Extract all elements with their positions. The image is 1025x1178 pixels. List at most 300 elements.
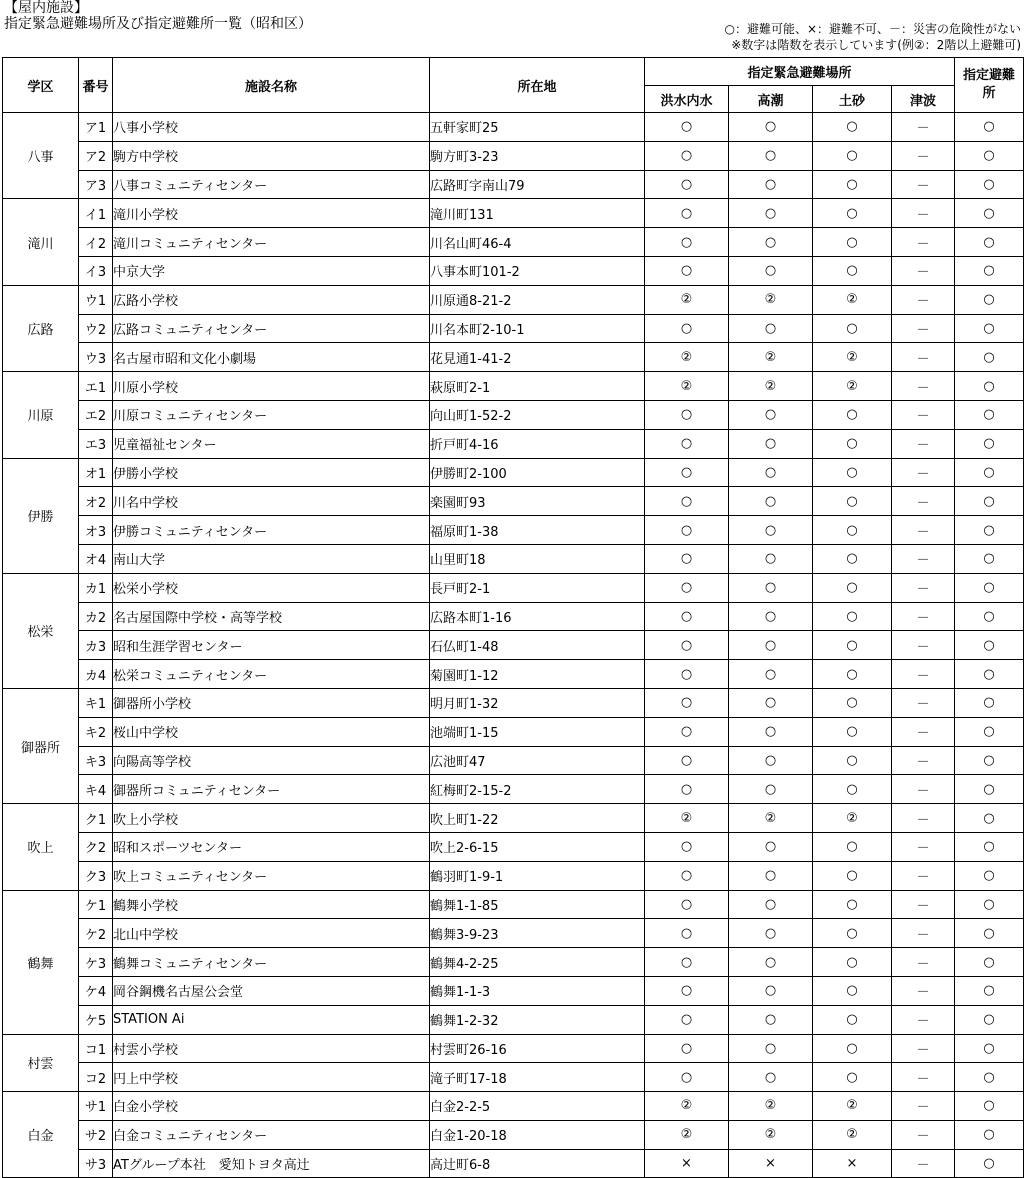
facility-address: 花見通1-41-2 <box>430 343 645 372</box>
shelter-table <box>2 57 1024 1178</box>
table-row <box>3 976 1024 1005</box>
district-cell: 広路 <box>3 285 79 371</box>
mark-tsunami: － <box>892 746 955 775</box>
district-cell: 八事 <box>3 113 79 199</box>
table-row <box>3 544 1024 573</box>
mark-flood: ○ <box>645 919 729 948</box>
facility-name: ATグループ本社 愛知トヨタ高辻 <box>113 1149 430 1178</box>
facility-name: 川原コミュニティセンター <box>113 400 430 429</box>
facility-name: 伊勝コミュニティセンター <box>113 516 430 545</box>
facility-name: 松栄小学校 <box>113 573 430 602</box>
table-row <box>3 832 1024 861</box>
facility-number: エ2 <box>79 400 113 429</box>
facility-address: 五軒家町25 <box>430 113 645 142</box>
facility-number: ケ1 <box>79 890 113 919</box>
facility-name: 鶴舞小学校 <box>113 890 430 919</box>
mark-tsunami: － <box>892 285 955 314</box>
mark-shelter: ○ <box>955 602 1024 631</box>
mark-storm-surge: ○ <box>729 170 813 199</box>
table-row <box>3 487 1024 516</box>
mark-flood: × <box>645 1149 729 1178</box>
mark-flood: ○ <box>645 602 729 631</box>
mark-flood: ○ <box>645 1005 729 1034</box>
mark-tsunami: － <box>892 948 955 977</box>
mark-landslide: ○ <box>813 861 892 890</box>
mark-tsunami: － <box>892 343 955 372</box>
mark-landslide: ○ <box>813 199 892 228</box>
mark-flood: ○ <box>645 314 729 343</box>
mark-tsunami: － <box>892 400 955 429</box>
table-row <box>3 631 1024 660</box>
facility-address: 楽園町93 <box>430 487 645 516</box>
mark-storm-surge: ② <box>729 285 813 314</box>
facility-address: 萩原町2-1 <box>430 372 645 401</box>
facility-number: キ4 <box>79 775 113 804</box>
mark-tsunami: － <box>892 256 955 285</box>
facility-number: ウ2 <box>79 314 113 343</box>
mark-flood: ○ <box>645 458 729 487</box>
mark-storm-surge: ○ <box>729 573 813 602</box>
facility-name: 吹上コミュニティセンター <box>113 861 430 890</box>
mark-flood: ○ <box>645 170 729 199</box>
table-row <box>3 141 1024 170</box>
facility-name: 名古屋国際中学校・高等学校 <box>113 602 430 631</box>
mark-storm-surge: ○ <box>729 1034 813 1063</box>
mark-storm-surge: ② <box>729 1092 813 1121</box>
facility-name: 岡谷鋼機名古屋公会堂 <box>113 976 430 1005</box>
table-row <box>3 1149 1024 1178</box>
mark-flood: ○ <box>645 141 729 170</box>
facility-name: 鶴舞コミュニティセンター <box>113 948 430 977</box>
facility-name: 御器所コミュニティセンター <box>113 775 430 804</box>
table-body <box>3 113 1024 1178</box>
mark-storm-surge: ○ <box>729 602 813 631</box>
table-row <box>3 170 1024 199</box>
mark-tsunami: － <box>892 199 955 228</box>
facility-name: 中京大学 <box>113 256 430 285</box>
facility-number: オ1 <box>79 458 113 487</box>
table-row <box>3 804 1024 833</box>
mark-storm-surge: ○ <box>729 199 813 228</box>
facility-address: 吹上町1-22 <box>430 804 645 833</box>
header-address: 所在地 <box>430 58 645 113</box>
mark-tsunami: － <box>892 170 955 199</box>
section-label: 【屋内施設】 <box>4 0 88 16</box>
facility-number: サ2 <box>79 1120 113 1149</box>
mark-flood: ○ <box>645 660 729 689</box>
facility-number: オ3 <box>79 516 113 545</box>
facility-address: 広路本町1-16 <box>430 602 645 631</box>
mark-landslide: ○ <box>813 602 892 631</box>
mark-shelter: ○ <box>955 1120 1024 1149</box>
mark-storm-surge: ② <box>729 343 813 372</box>
mark-shelter: ○ <box>955 170 1024 199</box>
mark-shelter: ○ <box>955 516 1024 545</box>
mark-shelter: ○ <box>955 343 1024 372</box>
district-cell: 御器所 <box>3 688 79 803</box>
mark-storm-surge: ○ <box>729 516 813 545</box>
mark-landslide: ○ <box>813 170 892 199</box>
mark-shelter: ○ <box>955 890 1024 919</box>
header-district: 学区 <box>3 58 79 113</box>
district-cell: 川原 <box>3 372 79 458</box>
facility-address: 鶴舞1-1-3 <box>430 976 645 1005</box>
mark-storm-surge: ② <box>729 372 813 401</box>
mark-flood: ○ <box>645 487 729 516</box>
mark-storm-surge: ○ <box>729 631 813 660</box>
table-row <box>3 775 1024 804</box>
mark-tsunami: － <box>892 372 955 401</box>
district-cell: 伊勝 <box>3 458 79 573</box>
mark-flood: ○ <box>645 228 729 257</box>
table-row <box>3 1092 1024 1121</box>
facility-name: 滝川小学校 <box>113 199 430 228</box>
facility-address: 折戸町4-16 <box>430 429 645 458</box>
mark-landslide: ② <box>813 1120 892 1149</box>
mark-flood: ○ <box>645 544 729 573</box>
mark-flood: ○ <box>645 631 729 660</box>
facility-name: 円上中学校 <box>113 1063 430 1092</box>
header-number: 番号 <box>79 58 113 113</box>
mark-shelter: ○ <box>955 1063 1024 1092</box>
mark-tsunami: － <box>892 1034 955 1063</box>
facility-name: 白金小学校 <box>113 1092 430 1121</box>
facility-address: 明月町1-32 <box>430 688 645 717</box>
facility-address: 山里町18 <box>430 544 645 573</box>
facility-address: 広路町字南山79 <box>430 170 645 199</box>
mark-storm-surge: ○ <box>729 228 813 257</box>
facility-name: 八事小学校 <box>113 113 430 142</box>
mark-landslide: ○ <box>813 113 892 142</box>
document-header <box>0 0 1025 57</box>
mark-landslide: ○ <box>813 660 892 689</box>
table-row <box>3 314 1024 343</box>
mark-tsunami: － <box>892 1120 955 1149</box>
facility-number: カ3 <box>79 631 113 660</box>
facility-address: 滝川町131 <box>430 199 645 228</box>
district-cell: 村雲 <box>3 1034 79 1092</box>
legend-note: ※数字は階数を表示しています(例②：2階以上避難可) <box>731 38 1021 52</box>
mark-storm-surge: ○ <box>729 487 813 516</box>
table-row <box>3 343 1024 372</box>
facility-address: 鶴舞1-2-32 <box>430 1005 645 1034</box>
facility-number: ク1 <box>79 804 113 833</box>
header-shelter-label: 指定避難所 <box>963 68 1016 101</box>
mark-flood: ② <box>645 1092 729 1121</box>
facility-number: ケ3 <box>79 948 113 977</box>
mark-shelter: ○ <box>955 717 1024 746</box>
mark-landslide: ○ <box>813 1034 892 1063</box>
mark-shelter: ○ <box>955 1034 1024 1063</box>
mark-tsunami: － <box>892 314 955 343</box>
mark-tsunami: － <box>892 544 955 573</box>
facility-name: 児童福祉センター <box>113 429 430 458</box>
mark-shelter: ○ <box>955 314 1024 343</box>
facility-address: 福原町1-38 <box>430 516 645 545</box>
mark-flood: ○ <box>645 1063 729 1092</box>
facility-name: 川名中学校 <box>113 487 430 516</box>
facility-number: ア2 <box>79 141 113 170</box>
mark-landslide: ② <box>813 343 892 372</box>
mark-flood: ② <box>645 343 729 372</box>
facility-number: カ1 <box>79 573 113 602</box>
mark-tsunami: － <box>892 1063 955 1092</box>
mark-shelter: ○ <box>955 199 1024 228</box>
facility-number: ア3 <box>79 170 113 199</box>
mark-tsunami: － <box>892 804 955 833</box>
mark-landslide: ○ <box>813 516 892 545</box>
facility-address: 川名本町2-10-1 <box>430 314 645 343</box>
header-emergency-group: 指定緊急避難場所 <box>645 58 955 86</box>
mark-tsunami: － <box>892 775 955 804</box>
facility-address: 川名山町46-4 <box>430 228 645 257</box>
mark-landslide: × <box>813 1149 892 1178</box>
mark-storm-surge: ○ <box>729 429 813 458</box>
facility-address: 吹上2-6-15 <box>430 832 645 861</box>
mark-storm-surge: ○ <box>729 1063 813 1092</box>
facility-name: 伊勝小学校 <box>113 458 430 487</box>
mark-flood: ○ <box>645 429 729 458</box>
facility-name: STATION Ai <box>113 1005 430 1034</box>
facility-number: ウ1 <box>79 285 113 314</box>
facility-number: オ2 <box>79 487 113 516</box>
legend-text: ○：避難可能、×：避難不可、－：災害の危険性がない <box>724 22 1021 36</box>
mark-landslide: ② <box>813 285 892 314</box>
mark-landslide: ○ <box>813 832 892 861</box>
table-row <box>3 1034 1024 1063</box>
table-row <box>3 602 1024 631</box>
mark-flood: ○ <box>645 832 729 861</box>
header-storm-surge: 高潮 <box>729 86 813 113</box>
table-row <box>3 256 1024 285</box>
facility-address: 川原通8-21-2 <box>430 285 645 314</box>
facility-address: 紅梅町2-15-2 <box>430 775 645 804</box>
mark-landslide: ○ <box>813 631 892 660</box>
table-row <box>3 688 1024 717</box>
mark-flood: ② <box>645 372 729 401</box>
mark-shelter: ○ <box>955 660 1024 689</box>
mark-flood: ○ <box>645 688 729 717</box>
facility-name: 広路小学校 <box>113 285 430 314</box>
mark-storm-surge: ○ <box>729 948 813 977</box>
mark-landslide: ② <box>813 804 892 833</box>
facility-address: 長戸町2-1 <box>430 573 645 602</box>
facility-name: 白金コミュニティセンター <box>113 1120 430 1149</box>
mark-landslide: ○ <box>813 1063 892 1092</box>
mark-storm-surge: ○ <box>729 458 813 487</box>
facility-address: 白金1-20-18 <box>430 1120 645 1149</box>
facility-address: 村雲町26-16 <box>430 1034 645 1063</box>
table-row <box>3 717 1024 746</box>
mark-storm-surge: ○ <box>729 919 813 948</box>
mark-tsunami: － <box>892 228 955 257</box>
facility-number: ウ3 <box>79 343 113 372</box>
mark-shelter: ○ <box>955 544 1024 573</box>
mark-flood: ○ <box>645 861 729 890</box>
mark-tsunami: － <box>892 113 955 142</box>
mark-storm-surge: ○ <box>729 976 813 1005</box>
facility-number: コ2 <box>79 1063 113 1092</box>
mark-flood: ○ <box>645 400 729 429</box>
mark-shelter: ○ <box>955 256 1024 285</box>
facility-address: 向山町1-52-2 <box>430 400 645 429</box>
facility-address: 鶴舞1-1-85 <box>430 890 645 919</box>
mark-storm-surge: ○ <box>729 861 813 890</box>
mark-storm-surge: ○ <box>729 400 813 429</box>
mark-shelter: ○ <box>955 804 1024 833</box>
mark-shelter: ○ <box>955 1092 1024 1121</box>
mark-landslide: ○ <box>813 141 892 170</box>
mark-storm-surge: ○ <box>729 141 813 170</box>
mark-landslide: ○ <box>813 775 892 804</box>
mark-tsunami: － <box>892 976 955 1005</box>
mark-storm-surge: ○ <box>729 660 813 689</box>
mark-tsunami: － <box>892 1149 955 1178</box>
facility-number: ク3 <box>79 861 113 890</box>
mark-storm-surge: ○ <box>729 775 813 804</box>
mark-tsunami: － <box>892 141 955 170</box>
facility-number: オ4 <box>79 544 113 573</box>
table-row <box>3 1120 1024 1149</box>
table-row <box>3 573 1024 602</box>
mark-landslide: ○ <box>813 544 892 573</box>
mark-landslide: ○ <box>813 256 892 285</box>
mark-landslide: ② <box>813 372 892 401</box>
mark-tsunami: － <box>892 861 955 890</box>
facility-address: 菊園町1-12 <box>430 660 645 689</box>
mark-landslide: ○ <box>813 976 892 1005</box>
mark-landslide: ○ <box>813 487 892 516</box>
mark-landslide: ○ <box>813 919 892 948</box>
mark-storm-surge: ② <box>729 1120 813 1149</box>
facility-address: 滝子町17-18 <box>430 1063 645 1092</box>
mark-tsunami: － <box>892 458 955 487</box>
facility-name: 村雲小学校 <box>113 1034 430 1063</box>
facility-number: コ1 <box>79 1034 113 1063</box>
header-shelter <box>955 58 1024 113</box>
mark-landslide: ○ <box>813 948 892 977</box>
mark-storm-surge: ○ <box>729 314 813 343</box>
facility-address: 白金2-2-5 <box>430 1092 645 1121</box>
mark-shelter: ○ <box>955 113 1024 142</box>
facility-address: 伊勝町2-100 <box>430 458 645 487</box>
mark-tsunami: － <box>892 631 955 660</box>
mark-tsunami: － <box>892 688 955 717</box>
mark-tsunami: － <box>892 573 955 602</box>
facility-address: 八事本町101-2 <box>430 256 645 285</box>
mark-landslide: ○ <box>813 688 892 717</box>
mark-tsunami: － <box>892 717 955 746</box>
mark-flood: ○ <box>645 113 729 142</box>
header-facility-name: 施設名称 <box>113 58 430 113</box>
mark-flood: ○ <box>645 1034 729 1063</box>
facility-name: 松栄コミュニティセンター <box>113 660 430 689</box>
table-row <box>3 113 1024 142</box>
mark-tsunami: － <box>892 516 955 545</box>
mark-shelter: ○ <box>955 141 1024 170</box>
table-row <box>3 429 1024 458</box>
facility-name: 名古屋市昭和文化小劇場 <box>113 343 430 372</box>
mark-tsunami: － <box>892 1092 955 1121</box>
facility-name: 吹上小学校 <box>113 804 430 833</box>
mark-landslide: ○ <box>813 400 892 429</box>
mark-flood: ○ <box>645 717 729 746</box>
mark-shelter: ○ <box>955 458 1024 487</box>
table-row <box>3 861 1024 890</box>
mark-storm-surge: ○ <box>729 890 813 919</box>
table-row <box>3 1005 1024 1034</box>
facility-name: 南山大学 <box>113 544 430 573</box>
table-row <box>3 516 1024 545</box>
mark-shelter: ○ <box>955 746 1024 775</box>
table-row <box>3 400 1024 429</box>
mark-shelter: ○ <box>955 688 1024 717</box>
mark-flood: ○ <box>645 516 729 545</box>
mark-shelter: ○ <box>955 775 1024 804</box>
mark-flood: ○ <box>645 890 729 919</box>
facility-number: イ1 <box>79 199 113 228</box>
facility-name: 広路コミュニティセンター <box>113 314 430 343</box>
district-cell: 松栄 <box>3 573 79 688</box>
facility-address: 鶴羽町1-9-1 <box>430 861 645 890</box>
facility-address: 鶴舞4-2-25 <box>430 948 645 977</box>
mark-landslide: ○ <box>813 717 892 746</box>
facility-name: 向陽高等学校 <box>113 746 430 775</box>
header-tsunami: 津波 <box>892 86 955 113</box>
facility-address: 石仏町1-48 <box>430 631 645 660</box>
facility-number: キ1 <box>79 688 113 717</box>
mark-shelter: ○ <box>955 861 1024 890</box>
mark-landslide: ○ <box>813 1005 892 1034</box>
mark-flood: ② <box>645 1120 729 1149</box>
facility-number: イ2 <box>79 228 113 257</box>
facility-number: ク2 <box>79 832 113 861</box>
mark-shelter: ○ <box>955 228 1024 257</box>
facility-number: キ2 <box>79 717 113 746</box>
mark-shelter: ○ <box>955 1005 1024 1034</box>
mark-tsunami: － <box>892 919 955 948</box>
facility-number: キ3 <box>79 746 113 775</box>
mark-shelter: ○ <box>955 573 1024 602</box>
facility-number: ケ4 <box>79 976 113 1005</box>
header-flood: 洪水内水 <box>645 86 729 113</box>
facility-number: イ3 <box>79 256 113 285</box>
table-row <box>3 228 1024 257</box>
mark-tsunami: － <box>892 1005 955 1034</box>
table-row <box>3 372 1024 401</box>
table-row <box>3 199 1024 228</box>
mark-shelter: ○ <box>955 487 1024 516</box>
mark-landslide: ○ <box>813 429 892 458</box>
facility-address: 池端町1-15 <box>430 717 645 746</box>
mark-tsunami: － <box>892 890 955 919</box>
mark-flood: ○ <box>645 199 729 228</box>
facility-name: 滝川コミュニティセンター <box>113 228 430 257</box>
facility-name: 川原小学校 <box>113 372 430 401</box>
mark-shelter: ○ <box>955 631 1024 660</box>
mark-landslide: ○ <box>813 314 892 343</box>
facility-number: サ3 <box>79 1149 113 1178</box>
table-row <box>3 890 1024 919</box>
facility-address: 鶴舞3-9-23 <box>430 919 645 948</box>
district-cell: 鶴舞 <box>3 890 79 1034</box>
mark-shelter: ○ <box>955 285 1024 314</box>
mark-flood: ○ <box>645 573 729 602</box>
table-row <box>3 1063 1024 1092</box>
table-row <box>3 285 1024 314</box>
facility-number: ケ2 <box>79 919 113 948</box>
mark-tsunami: － <box>892 602 955 631</box>
